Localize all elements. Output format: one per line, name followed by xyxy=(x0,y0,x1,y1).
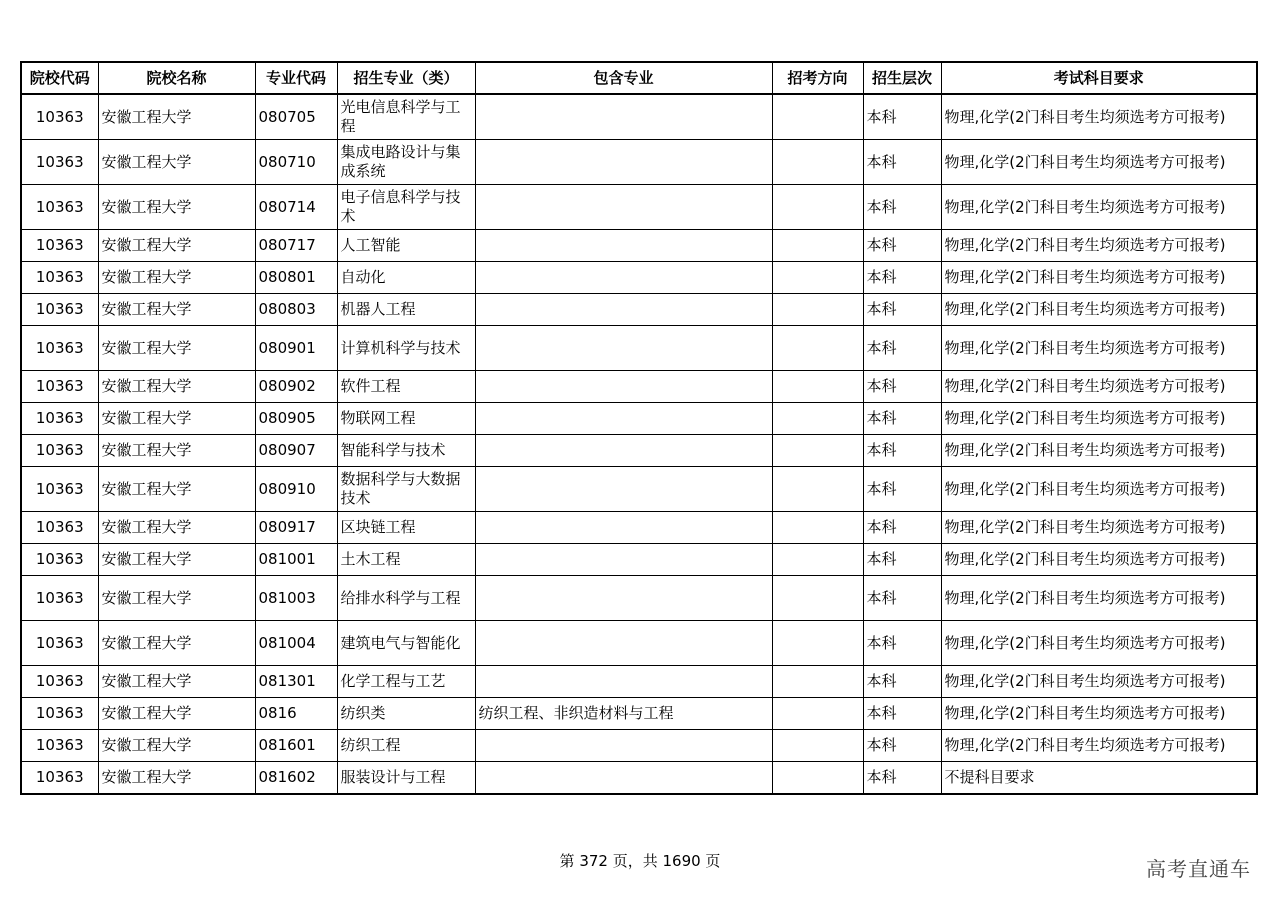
subject-requirements-cell: 物理,化学(2门科目考生均须选考方可报考) xyxy=(941,185,1257,230)
header-subject-requirements: 考试科目要求 xyxy=(941,62,1257,94)
level-cell: 本科 xyxy=(863,666,941,698)
subject-requirements-cell: 物理,化学(2门科目考生均须选考方可报考) xyxy=(941,94,1257,140)
admissions-table xyxy=(20,61,1258,795)
included-majors-cell xyxy=(475,467,772,512)
major-code-cell: 080710 xyxy=(255,140,337,185)
subject-requirements-cell: 物理,化学(2门科目考生均须选考方可报考) xyxy=(941,230,1257,262)
school-code-cell: 10363 xyxy=(21,698,98,730)
included-majors-cell xyxy=(475,621,772,666)
header-school-name: 院校名称 xyxy=(98,62,255,94)
school-code-cell: 10363 xyxy=(21,403,98,435)
major-cell: 软件工程 xyxy=(337,371,475,403)
major-cell: 机器人工程 xyxy=(337,294,475,326)
major-code-cell: 080714 xyxy=(255,185,337,230)
level-cell: 本科 xyxy=(863,576,941,621)
direction-cell xyxy=(772,403,863,435)
school-name-cell: 安徽工程大学 xyxy=(98,544,255,576)
level-cell: 本科 xyxy=(863,371,941,403)
school-code-cell: 10363 xyxy=(21,262,98,294)
subject-requirements-cell: 物理,化学(2门科目考生均须选考方可报考) xyxy=(941,435,1257,467)
direction-cell xyxy=(772,326,863,371)
school-code-cell: 10363 xyxy=(21,467,98,512)
direction-cell xyxy=(772,666,863,698)
school-name-cell: 安徽工程大学 xyxy=(98,403,255,435)
subject-requirements-cell: 物理,化学(2门科目考生均须选考方可报考) xyxy=(941,730,1257,762)
subject-requirements-cell: 不提科目要求 xyxy=(941,762,1257,795)
included-majors-cell xyxy=(475,230,772,262)
table-row xyxy=(21,94,1257,140)
school-name-cell: 安徽工程大学 xyxy=(98,185,255,230)
school-code-cell: 10363 xyxy=(21,730,98,762)
major-code-cell: 080905 xyxy=(255,403,337,435)
table-row xyxy=(21,544,1257,576)
major-cell: 光电信息科学与工程 xyxy=(337,94,475,140)
level-cell: 本科 xyxy=(863,762,941,795)
table-row xyxy=(21,666,1257,698)
major-code-cell: 081004 xyxy=(255,621,337,666)
major-cell: 纺织类 xyxy=(337,698,475,730)
level-cell: 本科 xyxy=(863,621,941,666)
direction-cell xyxy=(772,621,863,666)
level-cell: 本科 xyxy=(863,140,941,185)
major-code-cell: 0816 xyxy=(255,698,337,730)
subject-requirements-cell: 物理,化学(2门科目考生均须选考方可报考) xyxy=(941,698,1257,730)
school-name-cell: 安徽工程大学 xyxy=(98,467,255,512)
subject-requirements-cell: 物理,化学(2门科目考生均须选考方可报考) xyxy=(941,140,1257,185)
header-included-majors: 包含专业 xyxy=(475,62,772,94)
school-code-cell: 10363 xyxy=(21,762,98,795)
major-cell: 物联网工程 xyxy=(337,403,475,435)
school-name-cell: 安徽工程大学 xyxy=(98,371,255,403)
major-code-cell: 081001 xyxy=(255,544,337,576)
table-row xyxy=(21,326,1257,371)
level-cell: 本科 xyxy=(863,294,941,326)
major-cell: 自动化 xyxy=(337,262,475,294)
major-code-cell: 080705 xyxy=(255,94,337,140)
major-code-cell: 080901 xyxy=(255,326,337,371)
direction-cell xyxy=(772,140,863,185)
level-cell: 本科 xyxy=(863,512,941,544)
included-majors-cell xyxy=(475,730,772,762)
major-code-cell: 080717 xyxy=(255,230,337,262)
direction-cell xyxy=(772,94,863,140)
table-row xyxy=(21,262,1257,294)
level-cell: 本科 xyxy=(863,230,941,262)
major-code-cell: 080917 xyxy=(255,512,337,544)
included-majors-cell xyxy=(475,185,772,230)
subject-requirements-cell: 物理,化学(2门科目考生均须选考方可报考) xyxy=(941,467,1257,512)
table-row xyxy=(21,230,1257,262)
school-name-cell: 安徽工程大学 xyxy=(98,698,255,730)
table-body xyxy=(21,94,1257,794)
major-code-cell: 081602 xyxy=(255,762,337,795)
major-code-cell: 080902 xyxy=(255,371,337,403)
level-cell: 本科 xyxy=(863,544,941,576)
major-code-cell: 080910 xyxy=(255,467,337,512)
major-cell: 人工智能 xyxy=(337,230,475,262)
watermark: 高考直通车 xyxy=(1146,857,1251,881)
subject-requirements-cell: 物理,化学(2门科目考生均须选考方可报考) xyxy=(941,512,1257,544)
school-name-cell: 安徽工程大学 xyxy=(98,326,255,371)
major-cell: 计算机科学与技术 xyxy=(337,326,475,371)
table-header-row xyxy=(21,62,1257,94)
page-number: 第 372 页，共 1690 页 xyxy=(559,852,721,870)
school-name-cell: 安徽工程大学 xyxy=(98,262,255,294)
subject-requirements-cell: 物理,化学(2门科目考生均须选考方可报考) xyxy=(941,403,1257,435)
direction-cell xyxy=(772,512,863,544)
included-majors-cell xyxy=(475,762,772,795)
major-code-cell: 080803 xyxy=(255,294,337,326)
direction-cell xyxy=(772,698,863,730)
level-cell: 本科 xyxy=(863,185,941,230)
major-cell: 电子信息科学与技术 xyxy=(337,185,475,230)
direction-cell xyxy=(772,730,863,762)
major-cell: 区块链工程 xyxy=(337,512,475,544)
school-code-cell: 10363 xyxy=(21,230,98,262)
school-code-cell: 10363 xyxy=(21,621,98,666)
level-cell: 本科 xyxy=(863,262,941,294)
school-name-cell: 安徽工程大学 xyxy=(98,435,255,467)
subject-requirements-cell: 物理,化学(2门科目考生均须选考方可报考) xyxy=(941,262,1257,294)
school-code-cell: 10363 xyxy=(21,94,98,140)
subject-requirements-cell: 物理,化学(2门科目考生均须选考方可报考) xyxy=(941,576,1257,621)
included-majors-cell xyxy=(475,140,772,185)
level-cell: 本科 xyxy=(863,730,941,762)
included-majors-cell xyxy=(475,576,772,621)
school-name-cell: 安徽工程大学 xyxy=(98,512,255,544)
subject-requirements-cell: 物理,化学(2门科目考生均须选考方可报考) xyxy=(941,621,1257,666)
level-cell: 本科 xyxy=(863,467,941,512)
school-code-cell: 10363 xyxy=(21,140,98,185)
level-cell: 本科 xyxy=(863,435,941,467)
school-name-cell: 安徽工程大学 xyxy=(98,140,255,185)
header-level: 招生层次 xyxy=(863,62,941,94)
school-code-cell: 10363 xyxy=(21,435,98,467)
major-code-cell: 080801 xyxy=(255,262,337,294)
major-cell: 土木工程 xyxy=(337,544,475,576)
table-row xyxy=(21,403,1257,435)
school-name-cell: 安徽工程大学 xyxy=(98,294,255,326)
level-cell: 本科 xyxy=(863,698,941,730)
direction-cell xyxy=(772,371,863,403)
subject-requirements-cell: 物理,化学(2门科目考生均须选考方可报考) xyxy=(941,371,1257,403)
included-majors-cell: 纺织工程、非织造材料与工程 xyxy=(475,698,772,730)
table-row xyxy=(21,762,1257,795)
included-majors-cell xyxy=(475,666,772,698)
included-majors-cell xyxy=(475,403,772,435)
direction-cell xyxy=(772,185,863,230)
school-name-cell: 安徽工程大学 xyxy=(98,762,255,795)
table-row xyxy=(21,467,1257,512)
direction-cell xyxy=(772,435,863,467)
school-code-cell: 10363 xyxy=(21,294,98,326)
school-code-cell: 10363 xyxy=(21,544,98,576)
subject-requirements-cell: 物理,化学(2门科目考生均须选考方可报考) xyxy=(941,666,1257,698)
school-code-cell: 10363 xyxy=(21,666,98,698)
included-majors-cell xyxy=(475,371,772,403)
major-cell: 纺织工程 xyxy=(337,730,475,762)
major-code-cell: 081003 xyxy=(255,576,337,621)
table-row xyxy=(21,140,1257,185)
included-majors-cell xyxy=(475,326,772,371)
table-row xyxy=(21,185,1257,230)
direction-cell xyxy=(772,544,863,576)
direction-cell xyxy=(772,262,863,294)
school-name-cell: 安徽工程大学 xyxy=(98,621,255,666)
major-cell: 给排水科学与工程 xyxy=(337,576,475,621)
direction-cell xyxy=(772,294,863,326)
major-cell: 集成电路设计与集成系统 xyxy=(337,140,475,185)
subject-requirements-cell: 物理,化学(2门科目考生均须选考方可报考) xyxy=(941,294,1257,326)
school-code-cell: 10363 xyxy=(21,576,98,621)
school-code-cell: 10363 xyxy=(21,371,98,403)
table-row xyxy=(21,576,1257,621)
table-row xyxy=(21,621,1257,666)
direction-cell xyxy=(772,762,863,795)
included-majors-cell xyxy=(475,262,772,294)
school-code-cell: 10363 xyxy=(21,326,98,371)
level-cell: 本科 xyxy=(863,403,941,435)
table-row xyxy=(21,730,1257,762)
major-code-cell: 080907 xyxy=(255,435,337,467)
table-row xyxy=(21,294,1257,326)
direction-cell xyxy=(772,576,863,621)
major-cell: 数据科学与大数据技术 xyxy=(337,467,475,512)
major-code-cell: 081601 xyxy=(255,730,337,762)
included-majors-cell xyxy=(475,544,772,576)
school-code-cell: 10363 xyxy=(21,185,98,230)
level-cell: 本科 xyxy=(863,326,941,371)
included-majors-cell xyxy=(475,294,772,326)
table-row xyxy=(21,371,1257,403)
direction-cell xyxy=(772,467,863,512)
subject-requirements-cell: 物理,化学(2门科目考生均须选考方可报考) xyxy=(941,544,1257,576)
major-code-cell: 081301 xyxy=(255,666,337,698)
school-name-cell: 安徽工程大学 xyxy=(98,730,255,762)
major-cell: 建筑电气与智能化 xyxy=(337,621,475,666)
table-row xyxy=(21,512,1257,544)
level-cell: 本科 xyxy=(863,94,941,140)
direction-cell xyxy=(772,230,863,262)
major-cell: 智能科学与技术 xyxy=(337,435,475,467)
header-major: 招生专业（类） xyxy=(337,62,475,94)
included-majors-cell xyxy=(475,512,772,544)
table-row xyxy=(21,435,1257,467)
included-majors-cell xyxy=(475,94,772,140)
school-code-cell: 10363 xyxy=(21,512,98,544)
school-name-cell: 安徽工程大学 xyxy=(98,666,255,698)
table-row xyxy=(21,698,1257,730)
major-cell: 化学工程与工艺 xyxy=(337,666,475,698)
school-name-cell: 安徽工程大学 xyxy=(98,230,255,262)
header-direction: 招考方向 xyxy=(772,62,863,94)
major-cell: 服装设计与工程 xyxy=(337,762,475,795)
header-school-code: 院校代码 xyxy=(21,62,98,94)
school-name-cell: 安徽工程大学 xyxy=(98,576,255,621)
subject-requirements-cell: 物理,化学(2门科目考生均须选考方可报考) xyxy=(941,326,1257,371)
school-name-cell: 安徽工程大学 xyxy=(98,94,255,140)
header-major-code: 专业代码 xyxy=(255,62,337,94)
included-majors-cell xyxy=(475,435,772,467)
